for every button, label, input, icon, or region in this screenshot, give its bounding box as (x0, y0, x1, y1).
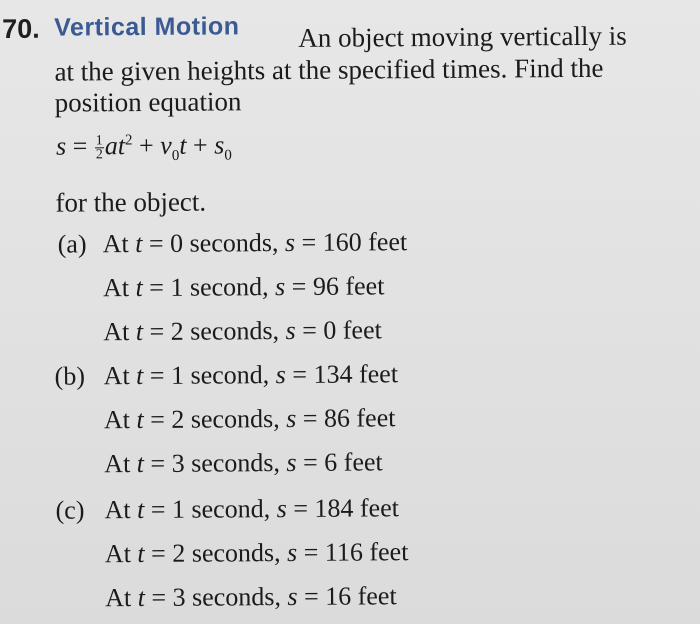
row-time: = 3 seconds, (151, 582, 281, 612)
row-height: = 86 feet (302, 403, 396, 433)
part-a-row-1 (103, 227, 408, 259)
eq-t: t (179, 130, 187, 160)
row-var-s: s (286, 403, 297, 434)
row-var-t: t (135, 317, 144, 347)
row-prefix: At (103, 361, 130, 391)
eq-equals: = (72, 131, 88, 161)
eq-v: v (160, 130, 172, 160)
part-a-label: (a) (57, 229, 87, 259)
row-height: = 134 feet (292, 359, 399, 389)
row-var-s: s (286, 447, 297, 478)
row-var-s: s (285, 315, 296, 346)
row-var-t: t (137, 539, 145, 569)
eq-frac-num: 1 (95, 133, 103, 149)
row-var-s: s (287, 581, 298, 612)
part-c-label: (c) (55, 495, 85, 525)
row-prefix: At (104, 449, 131, 479)
row-time: = 0 seconds, (148, 228, 279, 258)
row-prefix: At (104, 495, 131, 525)
row-var-t: t (137, 583, 146, 613)
eq-s-sub: 0 (224, 147, 232, 164)
row-var-s: s (286, 537, 298, 568)
part-b-label: (b) (54, 361, 86, 391)
part-c-row-3 (105, 581, 397, 613)
position-equation (56, 130, 232, 165)
eq-lhs: s (55, 131, 67, 161)
statement-line-3: position equation (54, 86, 242, 118)
part-b-row-2 (104, 403, 396, 435)
row-var-s: s (284, 227, 296, 258)
row-var-t: t (135, 229, 143, 259)
part-c-row-1 (104, 493, 399, 525)
row-height: = 96 feet (291, 271, 385, 301)
eq-v-sub: 0 (171, 147, 180, 164)
row-time: = 3 seconds, (150, 448, 281, 478)
row-prefix: At (105, 583, 132, 613)
row-time: = 2 seconds, (151, 538, 281, 568)
row-prefix: At (103, 317, 130, 347)
for-the-object-line: for the object. (55, 186, 207, 218)
row-time: = 2 seconds, (149, 316, 280, 346)
row-prefix: At (104, 539, 131, 569)
eq-term-at: at (104, 131, 126, 161)
eq-term-exp: 2 (124, 132, 133, 149)
part-c-row-2 (105, 537, 409, 569)
row-prefix: At (102, 273, 130, 303)
row-height: = 6 feet (302, 447, 383, 477)
row-var-s: s (276, 494, 287, 524)
row-height: = 116 feet (303, 537, 409, 567)
statement-line-2: at the given heights at the specified times. Find the (54, 52, 604, 87)
row-var-s: s (275, 360, 286, 390)
row-height: = 16 feet (303, 581, 397, 611)
row-time: = 1 second, (149, 272, 269, 302)
row-var-s: s (275, 272, 286, 302)
row-time: = 1 second, (150, 494, 271, 524)
part-a-row-2 (103, 271, 385, 303)
row-prefix: At (102, 229, 129, 259)
eq-frac-den: 2 (95, 147, 103, 163)
row-height: = 0 feet (302, 315, 382, 345)
eq-plus-1: + (138, 130, 154, 161)
row-var-t: t (135, 273, 143, 303)
row-height: = 160 feet (301, 227, 408, 257)
part-b-row-3 (104, 447, 383, 479)
part-a-row-3 (103, 315, 382, 347)
row-height: = 184 feet (293, 493, 400, 523)
statement-line-1: An object moving vertically is (298, 20, 627, 53)
eq-s: s (214, 130, 225, 160)
problem-number: 70. (2, 13, 40, 44)
row-prefix: At (103, 405, 131, 435)
part-b-row-1 (104, 359, 399, 391)
row-time: = 2 seconds, (150, 404, 280, 434)
row-var-t: t (136, 449, 145, 479)
row-time: = 1 second, (149, 360, 270, 390)
eq-fraction (95, 135, 104, 161)
row-var-t: t (136, 405, 144, 435)
problem-topic: Vertical Motion (54, 12, 240, 42)
eq-plus-2: + (192, 130, 208, 160)
row-var-t: t (136, 495, 145, 525)
row-var-t: t (136, 361, 144, 391)
